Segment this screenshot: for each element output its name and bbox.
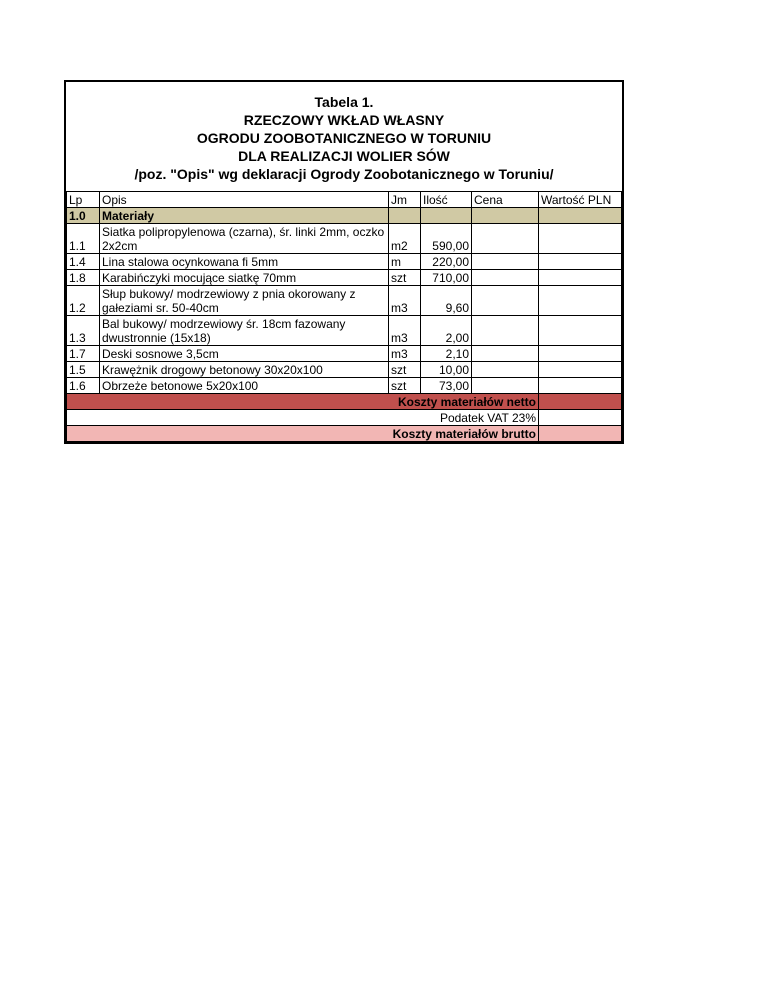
title-line-1: Tabela 1.: [314, 94, 374, 110]
section-row: [67, 208, 622, 224]
row-wartosc: [539, 286, 622, 316]
row-opis: Bal bukowy/ modrzewiowy śr. 18cm fazowany dwustronnie (15x18): [100, 316, 389, 346]
row-lp: 1.6: [67, 378, 100, 394]
row-cena: [472, 346, 539, 362]
row-wartosc: [539, 270, 622, 286]
row-lp: 1.3: [67, 316, 100, 346]
row-opis: Deski sosnowe 3,5cm: [100, 346, 389, 362]
net-cost-value: [539, 394, 622, 410]
row-jm: m3: [389, 316, 421, 346]
row-cena: [472, 316, 539, 346]
row-jm: m2: [389, 224, 421, 254]
section-cell: [539, 208, 622, 224]
row-opis: Lina stalowa ocynkowana fi 5mm: [100, 254, 389, 270]
spreadsheet-table: [64, 80, 624, 444]
row-lp: 1.8: [67, 270, 100, 286]
row-lp: 1.2: [67, 286, 100, 316]
materials-table: [66, 191, 622, 442]
section-cell: [389, 208, 421, 224]
table-row: [67, 286, 622, 316]
row-cena: [472, 362, 539, 378]
row-jm: m3: [389, 346, 421, 362]
gross-cost-value: [539, 426, 622, 442]
net-cost-label: Koszty materiałów netto: [67, 394, 539, 410]
header-cena: Cena: [472, 192, 539, 208]
header-lp: Lp: [67, 192, 100, 208]
header-row: [67, 192, 622, 208]
table-row: [67, 316, 622, 346]
row-opis: Krawężnik drogowy betonowy 30x20x100: [100, 362, 389, 378]
row-opis: Słup bukowy/ modrzewiowy z pnia okorowany z gałeziami sr. 50-40cm: [100, 286, 389, 316]
row-cena: [472, 286, 539, 316]
row-opis: Siatka polipropylenowa (czarna), śr. linki 2mm, oczko 2x2cm: [100, 224, 389, 254]
title-line-3: OGRODU ZOOBOTANICZNEGO W TORUNIU: [196, 130, 492, 146]
vat-row: [67, 410, 622, 426]
row-ilosc: 9,60: [421, 286, 472, 316]
title-line-5: /poz. "Opis" wg deklaracji Ogrody Zoobotanicznego w Toruniu/: [134, 166, 554, 182]
row-cena: [472, 254, 539, 270]
vat-label: Podatek VAT 23%: [67, 410, 539, 426]
table-row: [67, 346, 622, 362]
row-jm: m: [389, 254, 421, 270]
section-cell: [421, 208, 472, 224]
header-opis: Opis: [100, 192, 389, 208]
table-row: [67, 378, 622, 394]
gross-cost-label: Koszty materiałów brutto: [67, 426, 539, 442]
row-wartosc: [539, 254, 622, 270]
net-cost-row: [67, 394, 622, 410]
header-jm: Jm: [389, 192, 421, 208]
table-row: [67, 254, 622, 270]
row-lp: 1.7: [67, 346, 100, 362]
row-jm: szt: [389, 270, 421, 286]
header-ilosc: Ilość: [421, 192, 472, 208]
section-cell: [472, 208, 539, 224]
table-row: [67, 362, 622, 378]
row-ilosc: 220,00: [421, 254, 472, 270]
table-row: [67, 270, 622, 286]
row-ilosc: 2,00: [421, 316, 472, 346]
table-row: [67, 224, 622, 254]
row-wartosc: [539, 378, 622, 394]
row-cena: [472, 378, 539, 394]
row-ilosc: 590,00: [421, 224, 472, 254]
row-wartosc: [539, 224, 622, 254]
row-jm: szt: [389, 378, 421, 394]
row-wartosc: [539, 362, 622, 378]
title-line-4: DLA REALIZACJI WOLIER SÓW: [238, 148, 450, 164]
row-lp: 1.5: [67, 362, 100, 378]
row-cena: [472, 224, 539, 254]
row-ilosc: 2,10: [421, 346, 472, 362]
row-ilosc: 10,00: [421, 362, 472, 378]
row-wartosc: [539, 346, 622, 362]
row-ilosc: 710,00: [421, 270, 472, 286]
row-opis: Obrzeże betonowe 5x20x100: [100, 378, 389, 394]
row-lp: 1.1: [67, 224, 100, 254]
row-wartosc: [539, 316, 622, 346]
row-jm: szt: [389, 362, 421, 378]
row-opis: Karabińczyki mocujące siatkę 70mm: [100, 270, 389, 286]
row-cena: [472, 270, 539, 286]
section-name: Materiały: [100, 208, 389, 224]
row-lp: 1.4: [67, 254, 100, 270]
row-jm: m3: [389, 286, 421, 316]
gross-cost-row: [67, 426, 622, 442]
table-title-block: [66, 82, 622, 191]
row-ilosc: 73,00: [421, 378, 472, 394]
header-wartosc: Wartość PLN: [539, 192, 622, 208]
section-lp: 1.0: [67, 208, 100, 224]
title-line-2: RZECZOWY WKŁAD WŁASNY: [243, 112, 445, 128]
vat-value: [539, 410, 622, 426]
